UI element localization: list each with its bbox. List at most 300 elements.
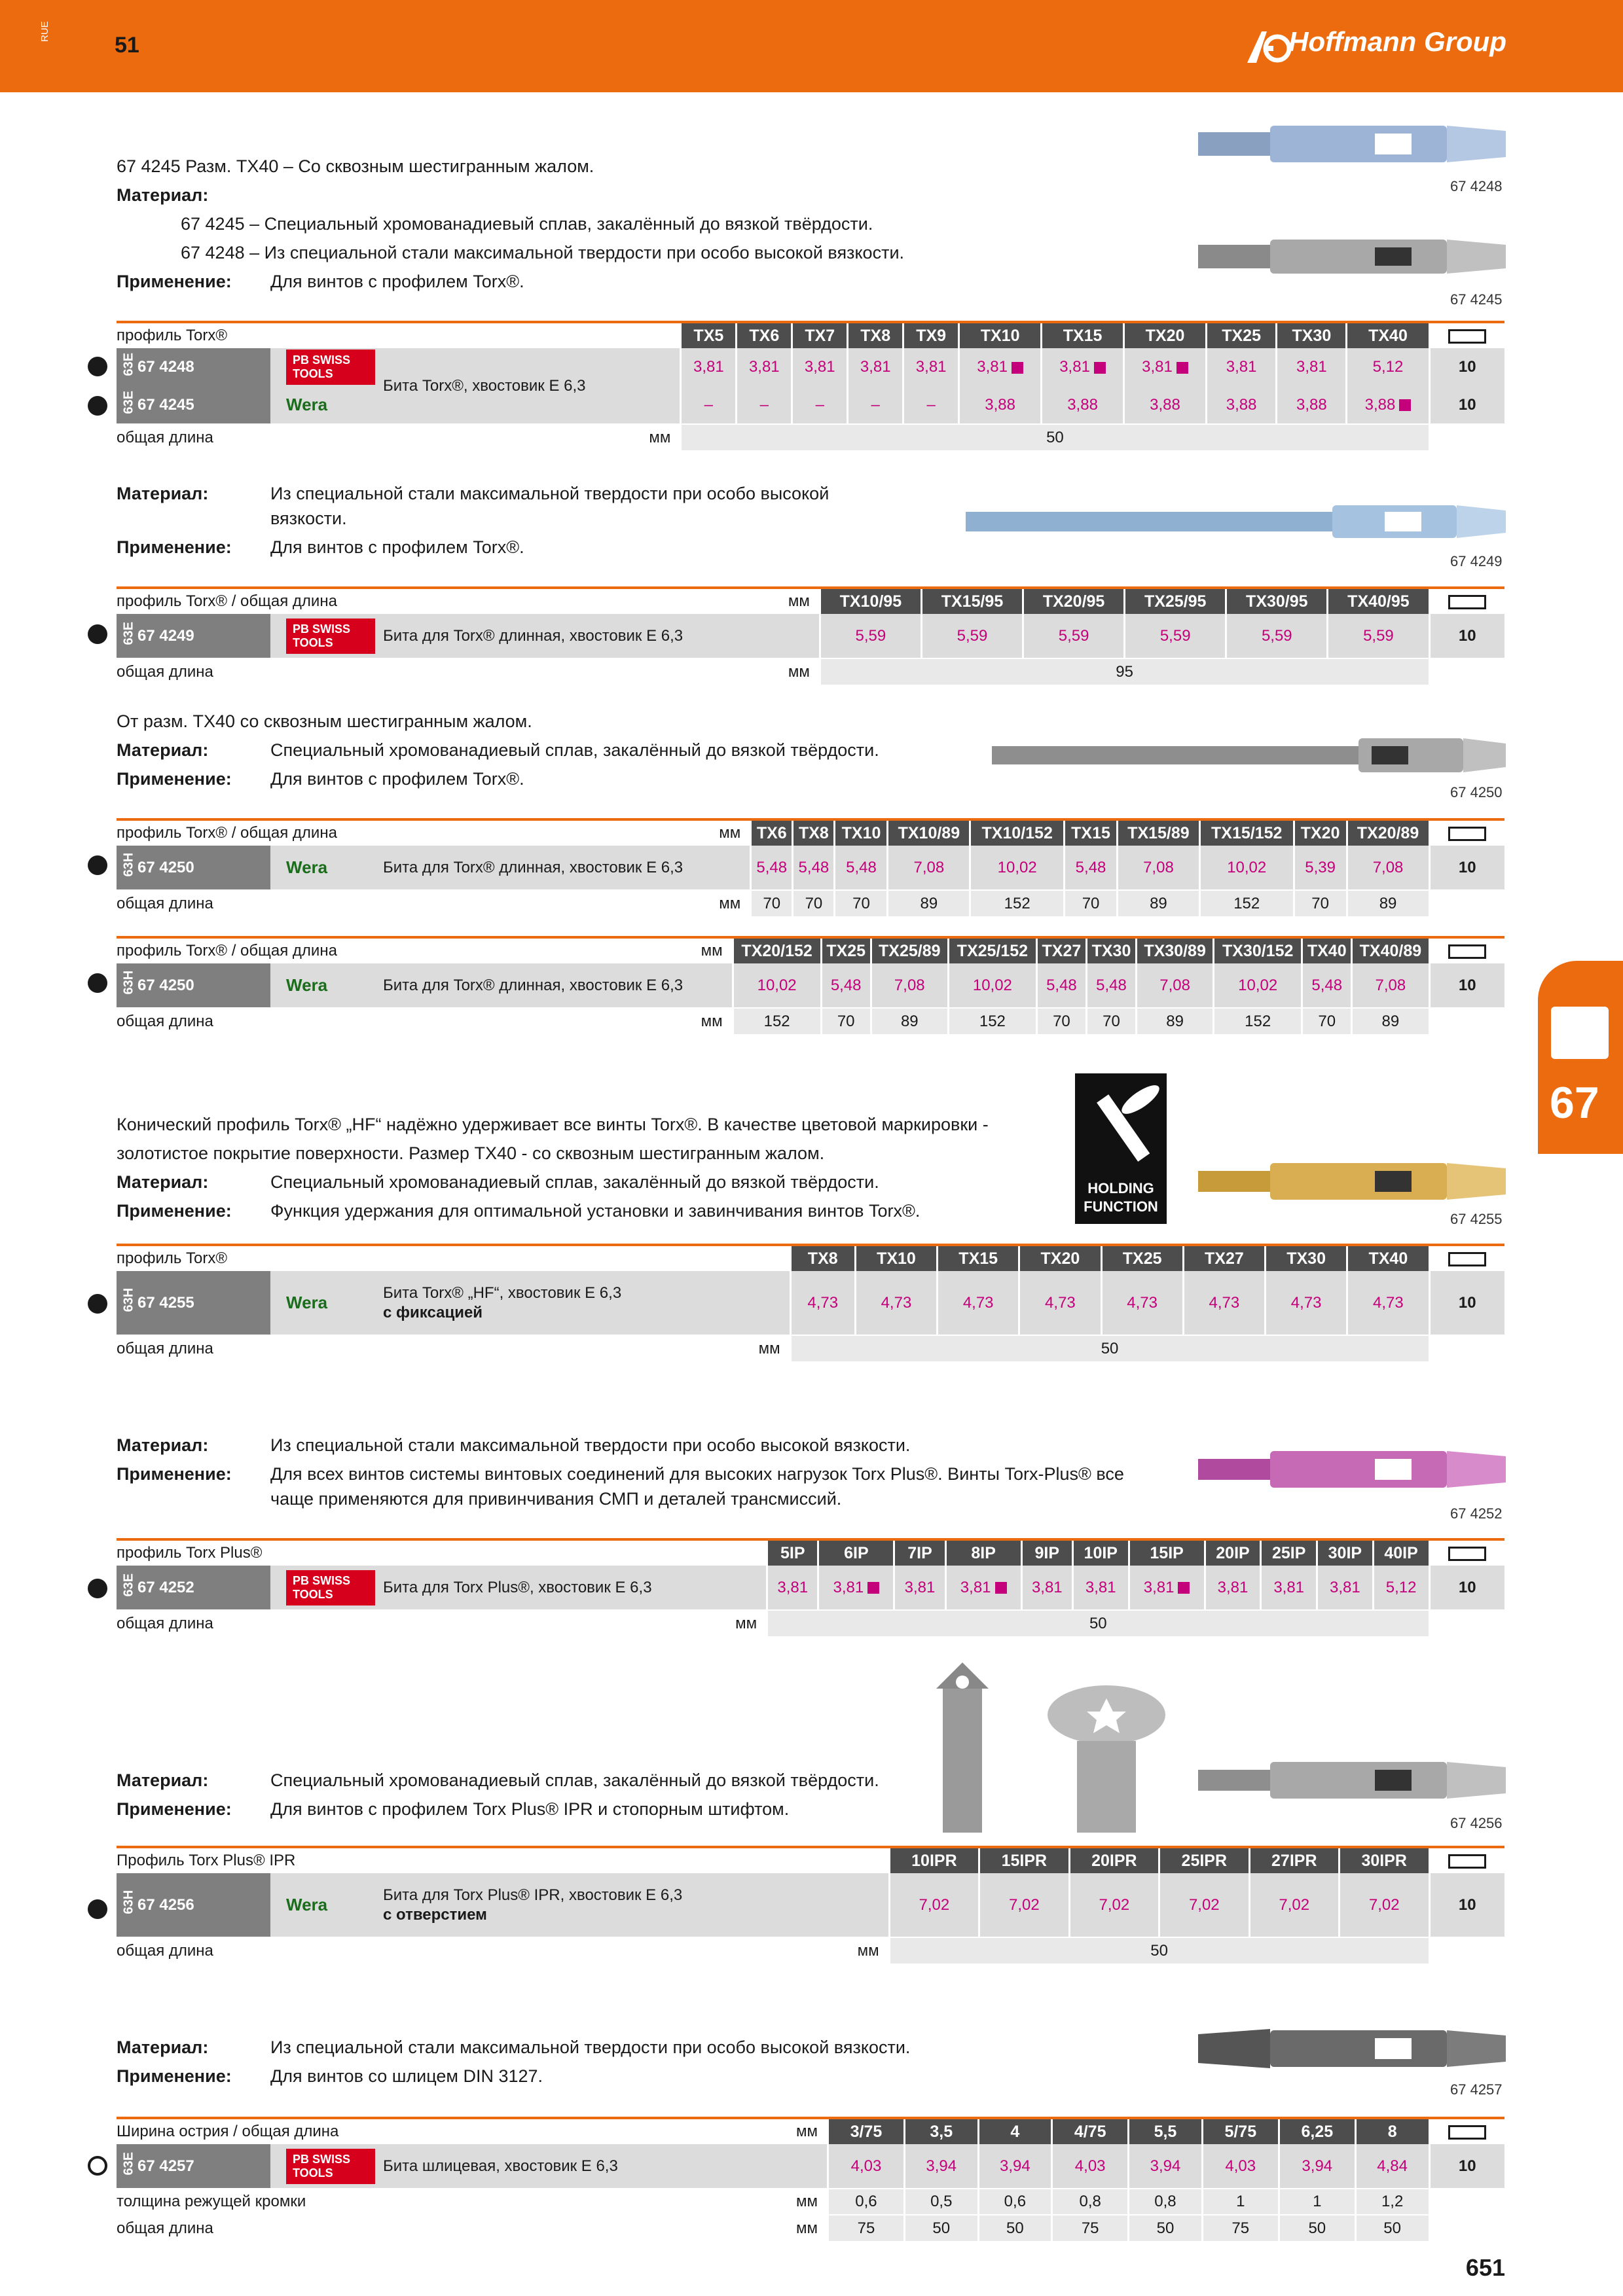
col-head: 10IP [1072,1539,1129,1566]
col-head: TX25 [1207,322,1277,348]
col-head: TX15 [938,1245,1019,1271]
length-value: 70 [1086,1008,1136,1034]
description-3 [117,707,879,793]
price: 7,08 [1118,846,1200,890]
unit: мм [712,1335,790,1361]
torx-plus-ipr-profile-icon [88,1899,107,1919]
length-value: 50 [1355,2215,1429,2241]
price: 10,02 [1214,963,1302,1008]
price: 3,81 [894,1566,945,1610]
brand-logo: PB SWISS TOOLS [286,1570,375,1605]
image-label: 67 4250 [1450,784,1503,800]
application-text: Для всех винтов системы винтовых соединений для высоких нагрузок Torx Plus®. Винты Torx-Plus® все [270,1464,1124,1484]
pack-qty: 10 [1429,846,1504,890]
code-prefix: 63H [121,852,136,877]
price: 5,39 [1294,846,1347,890]
edge-value: 0,6 [978,2189,1052,2215]
col-head: TX10 [855,1245,937,1271]
col-head: TX6 [737,322,792,348]
col-head: TX25/152 [948,937,1036,963]
article-code: 67 4250 [137,976,194,994]
length-value: 70 [793,890,835,916]
application-key: Применение: [117,2066,232,2086]
price: 7,08 [888,846,970,890]
price: 5,59 [1226,614,1328,658]
length-value: 50 [1129,2215,1203,2241]
price: 3,81 [977,358,1008,376]
price: 7,08 [871,963,948,1008]
price: 5,48 [835,846,888,890]
table-674249 [117,586,1504,685]
col-head: TX30/152 [1214,937,1302,963]
marker-square [1094,362,1106,374]
edge-value: 1,2 [1355,2189,1429,2215]
article-code: 67 4248 [137,358,194,376]
application-text: чаще применяются для привинчивания СМП и деталей трансмиссий. [270,1489,842,1509]
table-head-label: профиль Torx® / общая длина [117,819,672,846]
material-line: вязкости. [270,509,347,528]
holding-function-label: HOLDING FUNCTION [1084,1180,1158,1215]
price: 4,03 [1052,2144,1129,2189]
length-label: общая длина [117,1610,689,1636]
unit: мм [749,2215,828,2241]
price: 7,02 [889,1873,979,1937]
col-head: TX25 [821,937,871,963]
article-code: 67 4245 [137,395,194,414]
package-icon [1448,595,1486,609]
length-value: 89 [871,1008,948,1034]
price: 3,81 [693,358,724,376]
price: 5,59 [1328,614,1429,658]
length-value: 70 [751,890,793,916]
holding-function-badge [1075,1073,1167,1224]
col-head: TX20/89 [1347,819,1429,846]
brand-logo: PB SWISS TOOLS [286,350,375,385]
price: 3,81 [833,1578,864,1596]
col-head: TX40/89 [1352,937,1429,963]
length-value: 152 [1214,1008,1302,1034]
length-value: 50 [790,1335,1429,1361]
unit: мм [741,588,820,614]
length-value: 95 [820,658,1429,685]
col-head: TX20/95 [1023,588,1125,614]
price: 3,81 [1205,1566,1261,1610]
price: 5,48 [1302,963,1352,1008]
table-head-label: профиль Torx® [117,1245,712,1271]
price: 4,73 [1266,1271,1347,1335]
description-4 [117,1110,989,1225]
price: 7,02 [1249,1873,1339,1937]
application-text: Для винтов с профилем Torx®. [270,272,524,291]
col-head: TX25 [1101,1245,1183,1271]
bit-image-674257 [1198,2022,1509,2075]
col-head: TX10/95 [820,588,921,614]
package-icon [1448,1252,1486,1266]
pack-qty: 10 [1429,614,1504,658]
material-line: Из специальной стали максимальной твердости при особо высокой [270,484,830,503]
price: 10,02 [1199,846,1294,890]
price: 4,73 [855,1271,937,1335]
price: 4,73 [1347,1271,1429,1335]
torx-profile-icon [88,624,107,644]
price: – [681,386,737,424]
col-head: TX10/89 [888,819,970,846]
col-head: 30IP [1317,1539,1374,1566]
material-key: Материал: [117,740,209,760]
desc-line: 67 4245 Разм. TX40 – Со сквозным шестигранным жалом. [117,156,594,176]
article-code: 67 4257 [137,2157,194,2175]
unit: мм [741,658,820,685]
article-code: 67 4256 [137,1895,194,1914]
col-head: TX25/95 [1125,588,1226,614]
package-icon [1448,329,1486,344]
price: 3,88 [1277,386,1347,424]
pack-qty: 10 [1429,1271,1504,1335]
material-line: Из специальной стали максимальной твердости при особо высокой вязкости. [270,1435,911,1455]
col-head: 8 [1355,2118,1429,2144]
brand-logo: Wera [286,1895,328,1914]
price: 3,81 [1072,1566,1129,1610]
price: 3,81 [1261,1566,1317,1610]
col-head: 40IP [1373,1539,1429,1566]
bit-image-674245 [1198,230,1509,283]
marker-square [1012,362,1023,374]
length-value: 50 [978,2215,1052,2241]
price: 3,88 [959,386,1042,424]
description-1 [117,152,904,296]
price: 3,81 [1142,358,1173,376]
material-line: Специальный хромованадиевый сплав, закалённый до вязкой твёрдости. [270,740,879,760]
application-key: Применение: [117,769,232,789]
price: 4,84 [1355,2144,1429,2189]
col-head: 30IPR [1340,1847,1430,1873]
description-7 [117,2033,910,2090]
length-value: 89 [1352,1008,1429,1034]
price: 5,48 [1086,963,1136,1008]
unit: мм [654,1008,733,1034]
desc-line: От разм. TX40 со сквозным шестигранным жалом. [117,711,532,731]
length-value: 89 [1347,890,1429,916]
col-head: 20IP [1205,1539,1261,1566]
product-name: Бита Torx®, хвостовик E 6,3 [375,348,681,424]
desc-line: Конический профиль Torx® „HF“ надёжно удерживает все винты Torx®. В качестве цветовой маркировки - [117,1115,989,1134]
pack-qty: 10 [1429,348,1504,386]
table-674256 [117,1846,1504,1964]
desc-line: золотистое покрытие поверхности. Размер TX40 - со сквозным шестигранным жалом. [117,1143,825,1163]
price: 5,48 [751,846,793,890]
col-head: TX15 [1042,322,1124,348]
col-head: 15IP [1129,1539,1205,1566]
material-key: Материал: [117,2037,209,2057]
price: 4,73 [790,1271,855,1335]
length-value: 70 [835,890,888,916]
product-name: Бита для Torx Plus®, хвостовик E 6,3 [375,1566,767,1610]
torx-plus-profile-icon [88,1579,107,1598]
edge-value: 1 [1279,2189,1355,2215]
price: 10,02 [948,963,1036,1008]
price: 3,88 [1207,386,1277,424]
application-text: Для винтов с профилем Torx®. [270,769,524,789]
price: – [792,386,848,424]
application-key: Применение: [117,272,232,291]
length-value: 152 [1199,890,1294,916]
price: 3,81 [748,358,780,376]
code-prefix: 63E [121,390,136,414]
table-674257 [117,2117,1504,2241]
price: 5,48 [1065,846,1118,890]
edge-value: 0,6 [828,2189,904,2215]
package-icon [1448,1854,1486,1869]
product-name: Бита для Torx Plus® IPR, хвостовик E 6,3 [383,1886,683,1904]
bit-image-674249 [966,499,1509,545]
price: 10,02 [970,846,1065,890]
length-value: 152 [948,1008,1036,1034]
price: 5,59 [820,614,921,658]
length-value: 70 [1065,890,1118,916]
length-value: 75 [1202,2215,1279,2241]
application-key: Применение: [117,1799,232,1819]
table-head-label: Ширина острия / общая длина [117,2118,749,2144]
price: 5,59 [1125,614,1226,658]
code-prefix: 63E [121,2151,136,2176]
bit-image-674248 [1198,118,1509,170]
col-head: TX30 [1266,1245,1347,1271]
ipr-bit-photo [930,1662,995,1833]
application-text: Функция удержания для оптимальной установки и завинчивания винтов Torx®. [270,1201,921,1221]
image-label: 67 4252 [1450,1505,1503,1522]
chapter-number: 67 [1550,1078,1599,1128]
price: 3,81 [1296,358,1327,376]
brand-logo: Wera [286,1293,328,1312]
length-value: 50 [1279,2215,1355,2241]
col-head: TX20 [1294,819,1347,846]
price: 3,94 [904,2144,978,2189]
length-label: общая длина [117,424,602,450]
price: 7,08 [1352,963,1429,1008]
col-head: TX25/89 [871,937,948,963]
length-label: общая длина [117,1335,712,1361]
brand-logo: PB SWISS TOOLS [286,619,375,654]
col-head: TX10 [835,819,888,846]
marker-square [1178,1582,1190,1594]
price: 3,88 [1124,386,1207,424]
price: 3,81 [860,358,891,376]
article-code: 67 4252 [137,1578,194,1596]
length-value: 75 [828,2215,904,2241]
col-head: 9IP [1021,1539,1072,1566]
price: 4,03 [828,2144,904,2189]
length-value: 152 [970,890,1065,916]
price: – [903,386,959,424]
code-prefix: 63H [121,1287,136,1312]
application-text: Для винтов с профилем Torx Plus® IPR и стопорным штифтом. [270,1799,790,1819]
col-head: TX15 [1065,819,1118,846]
col-head: TX10/152 [970,819,1065,846]
price: 7,02 [1159,1873,1249,1937]
price: – [848,386,903,424]
price: 4,73 [1101,1271,1183,1335]
unit: мм [811,1937,889,1964]
price: 5,48 [793,846,835,890]
price: 4,73 [938,1271,1019,1335]
col-head: TX27 [1036,937,1086,963]
col-head: TX20/152 [733,937,821,963]
slotted-profile-icon [88,2156,107,2176]
col-head: 5IP [767,1539,818,1566]
col-head: TX10 [959,322,1042,348]
price: 3,81 [1059,358,1090,376]
col-head: TX15/152 [1199,819,1294,846]
col-head: TX9 [903,322,959,348]
col-head: TX30/89 [1137,937,1214,963]
table-674248 [117,321,1504,450]
col-head: TX8 [793,819,835,846]
price: 3,81 [1226,358,1257,376]
marker-square [1176,362,1188,374]
length-label: общая длина [117,658,741,685]
col-head: TX5 [681,322,737,348]
col-head: 25IPR [1159,1847,1249,1873]
length-value: 50 [767,1610,1429,1636]
page-number: 651 [1465,2254,1505,2281]
col-head: 25IP [1261,1539,1317,1566]
brand-logo: Wera [286,395,328,414]
col-head: TX20 [1124,322,1207,348]
col-head: 5,5 [1129,2118,1203,2144]
price: 3,94 [1129,2144,1203,2189]
brand-logo: Wera [286,975,328,995]
col-head: TX6 [751,819,793,846]
col-head: TX40 [1347,1245,1429,1271]
article-code: 67 4250 [137,858,194,876]
col-head: 7IP [894,1539,945,1566]
image-label: 67 4256 [1450,1815,1503,1831]
price: 10,02 [733,963,821,1008]
product-name-line2: с отверстием [383,1905,487,1924]
col-head: 4 [978,2118,1052,2144]
length-label: общая длина [117,1937,811,1964]
description-2 [117,479,829,562]
price: 3,81 [1317,1566,1374,1610]
marker-square [867,1582,879,1594]
ipr-screw-photo [1041,1682,1172,1833]
pack-qty: 10 [1429,1873,1504,1937]
package-icon [1448,1547,1486,1561]
table-head-label: Профиль Torx Plus® IPR [117,1847,811,1873]
table-674252 [117,1538,1504,1636]
unit: мм [672,819,751,846]
marker-square [995,1582,1007,1594]
product-name-line2: с фиксацией [383,1303,483,1321]
col-head: TX40 [1347,322,1429,348]
price: 5,59 [1023,614,1125,658]
application-text: Для винтов со шлицем DIN 3127. [270,2066,543,2086]
col-head: 10IPR [889,1847,979,1873]
price: 3,88 [1364,395,1396,414]
code-prefix: 63E [121,1573,136,1597]
bit-image-674255 [1198,1155,1509,1208]
length-value: 70 [1036,1008,1086,1034]
product-name: Бита для Torx® длинная, хвостовик E 6,3 [375,614,820,658]
torx-profile-icon [88,973,107,993]
price: 3,81 [804,358,835,376]
application-key: Применение: [117,1201,232,1221]
col-head: 20IPR [1069,1847,1159,1873]
material-line: 67 4245 – Специальный хромованадиевый сплав, закалённый до вязкой твёрдости. [181,214,873,234]
image-label: 67 4257 [1450,2081,1503,2098]
edge-thickness-label: толщина режущей кромки [117,2189,749,2215]
description-6 [117,1766,879,1823]
edge-value: 1 [1202,2189,1279,2215]
length-value: 89 [888,890,970,916]
price: 7,02 [1340,1873,1430,1937]
length-value: 152 [733,1008,821,1034]
material-line: Из специальной стали максимальной твердости при особо высокой вязкости. [270,2037,911,2057]
unit: мм [749,2118,828,2144]
package-icon [1448,944,1486,959]
price: 7,02 [979,1873,1069,1937]
length-value: 50 [681,424,1429,450]
price: 3,94 [978,2144,1052,2189]
table-head-label: профиль Torx® / общая длина [117,588,741,614]
price: 3,81 [767,1566,818,1610]
application-key: Применение: [117,537,232,557]
col-head: 6IP [818,1539,894,1566]
price: 3,81 [915,358,947,376]
product-name: Бита шлицевая, хвостовик E 6,3 [375,2144,828,2189]
col-head: TX7 [792,322,848,348]
description-5 [117,1431,1124,1513]
application-text: Для винтов с профилем Torx®. [270,537,524,557]
length-value: 70 [821,1008,871,1034]
code-prefix: 63E [121,353,136,376]
chapter-tab [1538,961,1623,1154]
pack-qty: 10 [1429,1566,1504,1610]
material-key: Материал: [117,1435,209,1455]
price: 3,81 [1143,1578,1175,1596]
page-header [0,0,1623,92]
col-head: 8IP [945,1539,1021,1566]
price: 3,88 [1042,386,1124,424]
unit: мм [749,2189,828,2215]
material-key: Материал: [117,185,209,205]
col-head: TX40 [1302,937,1352,963]
bit-image-674252 [1198,1443,1509,1496]
col-head: TX30/95 [1226,588,1328,614]
table-head-label: профиль Torx® / общая длина [117,937,654,963]
product-name: Бита для Torx® длинная, хвостовик E 6,3 [375,846,751,890]
length-label: общая длина [117,890,672,916]
material-line: Специальный хромованадиевый сплав, закалённый до вязкой твёрдости. [270,1770,879,1790]
material-key: Материал: [117,1770,209,1790]
length-value: 75 [1052,2215,1129,2241]
edge-value: 0,8 [1052,2189,1129,2215]
col-head: 15IPR [979,1847,1069,1873]
price: – [737,386,792,424]
table-head-label: профиль Torx Plus® [117,1539,689,1566]
pack-qty: 10 [1429,963,1504,1008]
length-label: общая длина [117,1008,654,1034]
col-head: 4/75 [1052,2118,1129,2144]
col-head: 5/75 [1202,2118,1279,2144]
col-head: TX30 [1086,937,1136,963]
length-value: 89 [1137,1008,1214,1034]
image-label: 67 4255 [1450,1211,1503,1227]
length-value: 50 [889,1937,1429,1964]
price: 7,02 [1069,1873,1159,1937]
side-code: RUE [39,21,50,42]
price: 4,03 [1202,2144,1279,2189]
